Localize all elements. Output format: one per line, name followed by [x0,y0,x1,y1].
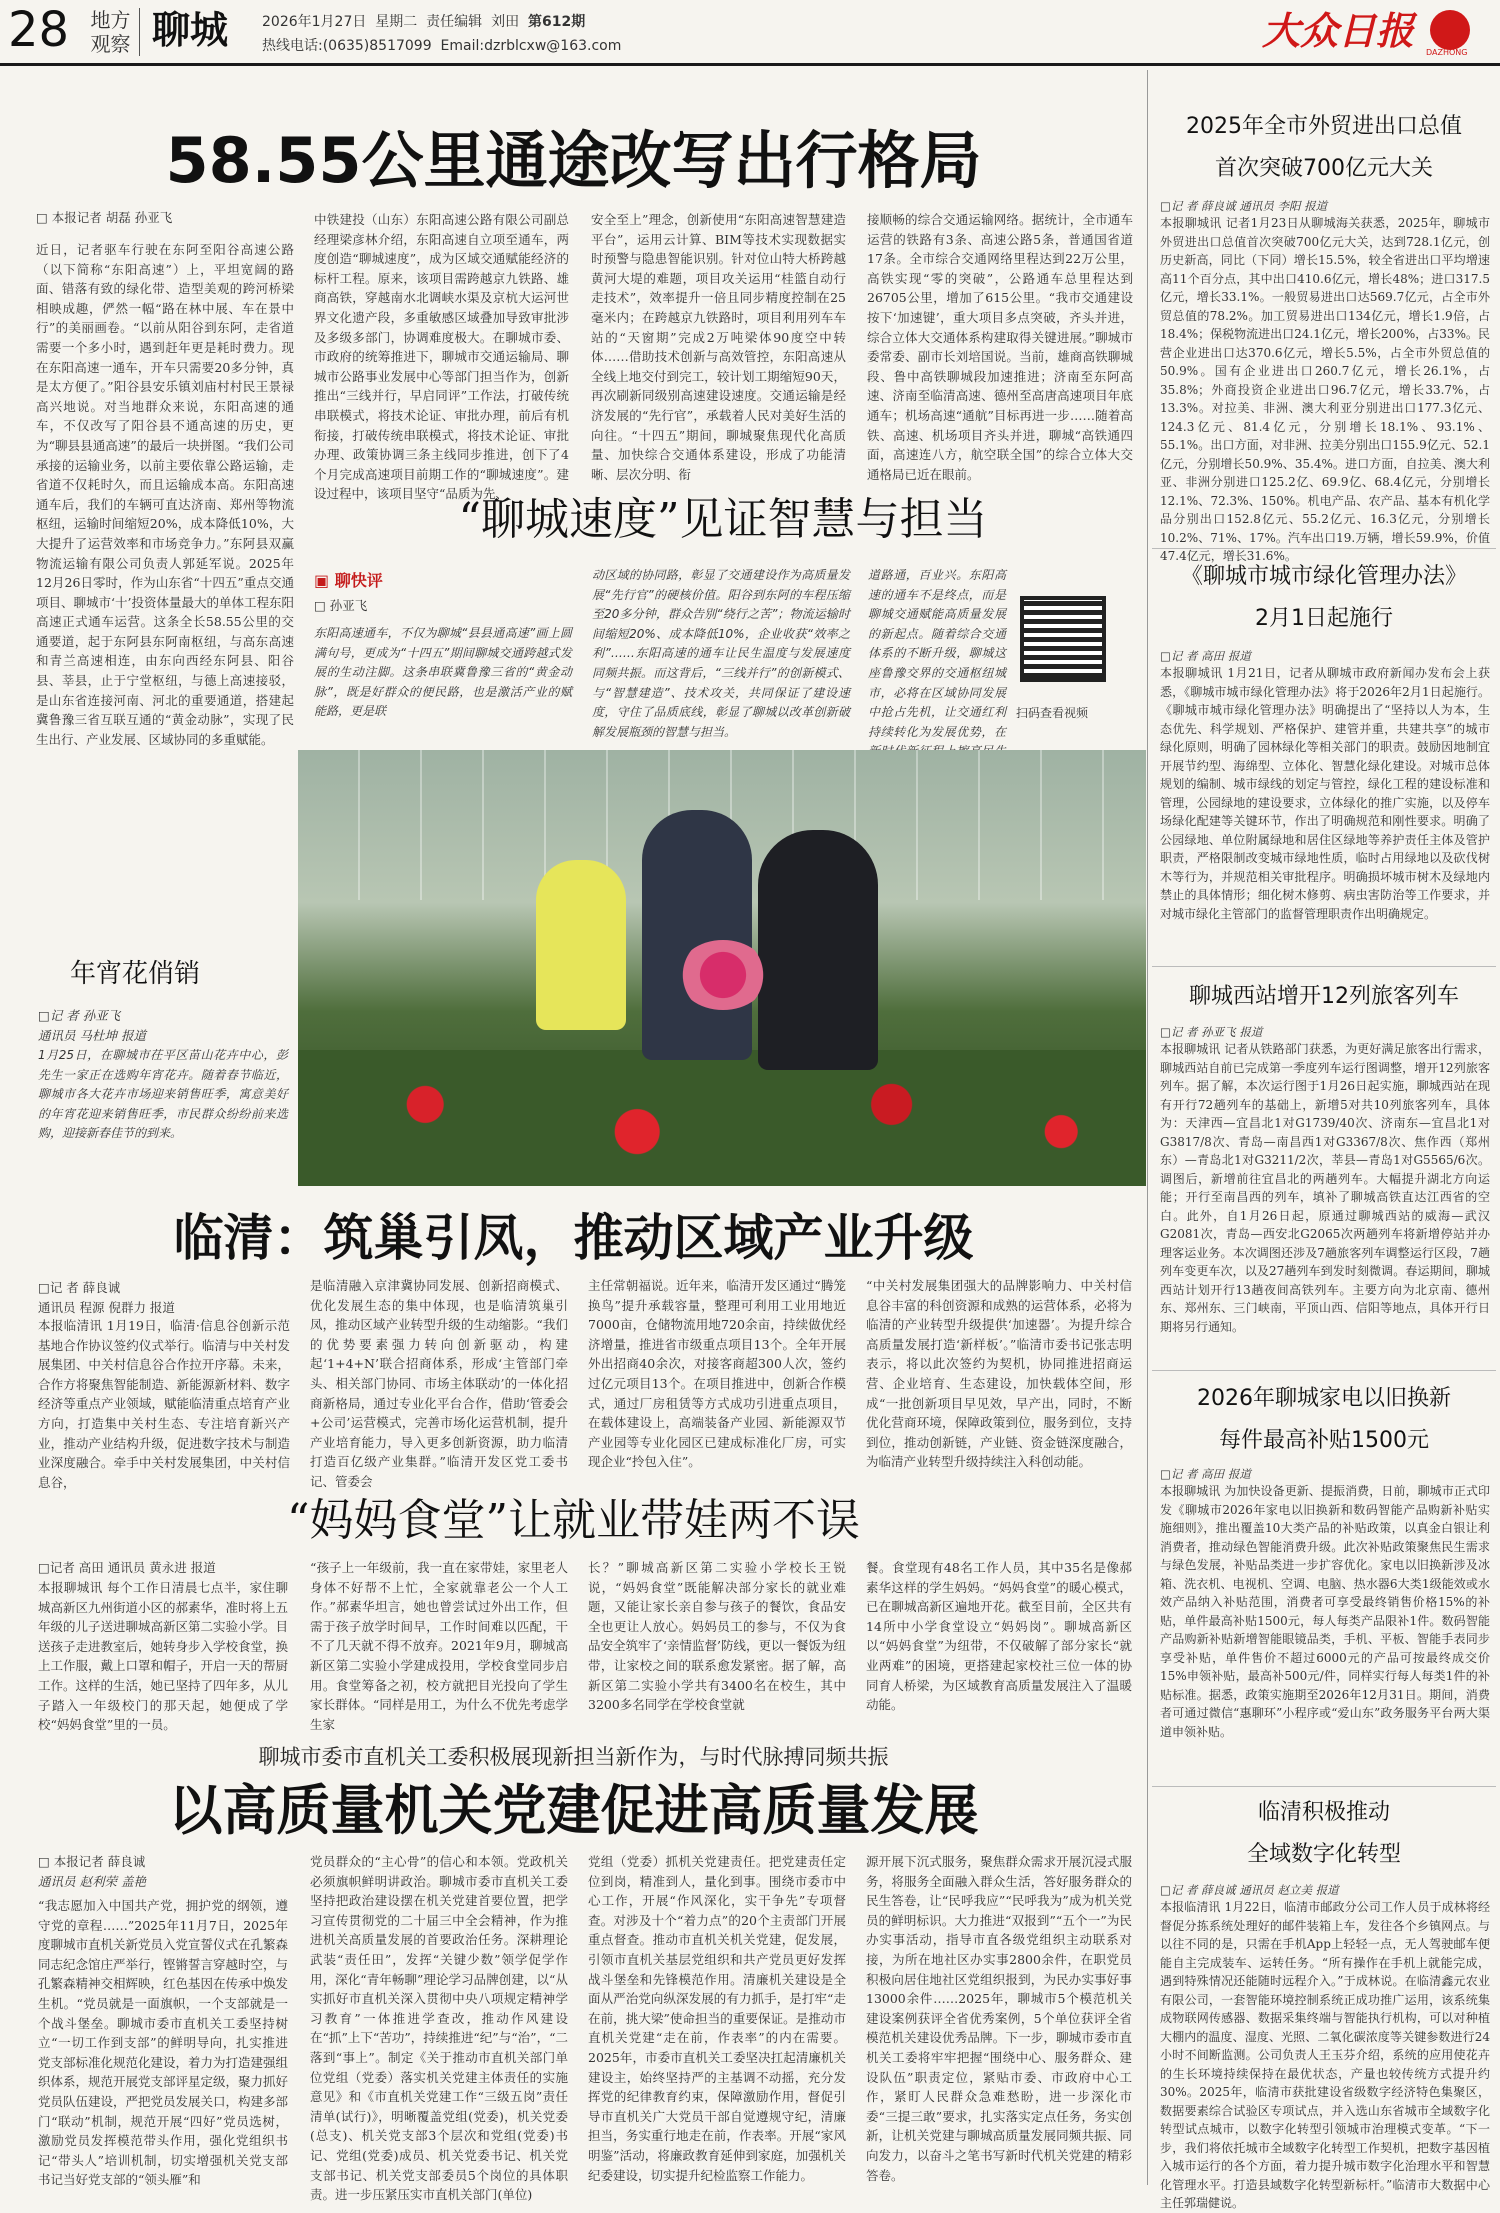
potted-flowers [678,940,768,1010]
a2-col2: 动区域的协同路，彰显了交通建设作为高质量发展“先行官”的硬核价值。阳谷到东阿的车程压缩至20多分钟，群众告别“绕行之苦”；物流运输时间缩短20%、成本降低10%，企业收获“效率之利”……东阳高速的通车让民生温度与发展速度同频共振。而这背后，“三线并行”的创新模式、与“智慧建造”、技术攻关，共同保证了建设速度，守住了品质底线，彰显了聊城以改革创新破解发展瓶颈的智慧与担当。 [592,568,850,739]
commentary-column-badge: ▣ 聊快评 [314,571,383,590]
flower-market-photo [298,750,1146,1186]
logo-emblem [1430,10,1470,50]
a4-title: 临清：筑巢引凤，推动区域产业升级 [173,1208,974,1267]
a3-byline: □记 者 孙亚飞 通讯员 马杜坤 报道 [38,1008,146,1043]
a6-col3: 党组（党委）抓机关党建责任。把党建责任定位到岗，精准到人，量化到事。围绕市委市中心工作，开展“作风深化，实干争先”专项督查。对涉及十个“着力点”的20个主责部门开展重点督查。推动市直机关机关党建，促发展，引领市直机关基层党组织和共产党员更好发挥战斗堡垒和先锋模范作用。清廉机关建设是全面从严治党向纵深发展的有力抓手，是打牢“走在前，挑大梁”使命担当的重要保证。是推动市直机关党建“走在前，作表率”的内在需要。2025年，市委市直机关工委坚决扛起清廉机关建设主，始终坚持严的主基调不动摇，充分发挥党的纪律教育约束，保障激励作用，督促引导市直机关广大党员干部自觉遵规守纪，清廉担当，务实重行地走在前，作表率。开展“家风明鉴”活动，将廉政教育延伸到家庭，加强机关纪委建设，切实提升纪检监察工作能力。 [588,1854,846,2183]
byline-box-icon: □ [1160,199,1171,213]
qr-caption: 扫码查看视频 [1016,706,1089,720]
a3-text: 1月25日，在聊城市茌平区苗山花卉中心，彭先生一家正在选购年宵花卉。随着春节临近，聊城市各大花卉市场迎来销售旺季，寓意美好的年宵花迎来销售旺季，市民群众纷纷前来选购，迎接新春佳节的到来。 [38,1048,288,1141]
byline-box-icon: □ [36,210,52,225]
weekday: 星期二 [375,14,418,30]
s5-byline: □记 者 薛良诚 通讯员 赵立美 报道 [1160,1883,1339,1897]
a4-col3: 主任常朝福说。近年来，临清开发区通过“腾笼换鸟”提升承载容量，整理可利用工业用地近7000亩，仓储物流用地720余亩，持续做优经济增量，推进省市级重点项目13个。全年开展外出招商40余次，对接客商超300人次，签约过亿元项目13个。在项目推进中，创新合作模式，通过厂房租赁等方式成功引进重点项目，在载体建设上，高端装备产业园、新能源双节产业园等专业化园区已建成标准化厂房，可实现企业“拎包入住”。 [588,1278,846,1470]
page-header [0,0,1500,66]
a2-title: “聊城速度”见证智慧与担当 [458,494,988,545]
logo-text: 大众日报 [1262,8,1415,53]
newspaper-logo [1262,6,1492,60]
qr-code[interactable] [1020,596,1106,682]
a5-col2: “孩子上一年级前，我一直在家带娃，家里老人身体不好帮不上忙，全家就靠老公一个人工作。”郝素华坦言，她也曾尝试过外出工作，但需于孩子放学时间早，工作时间难以匹配，干不了几天就不得不放弃。2021年9月，聊城高新区第二实验小学建成投用，学校食堂同步启用。食堂筹备之初，校方就把目光投向了学生家长群体。“同样是用工，为什么不优先考虑学生家 [310,1560,568,1732]
byline-box-icon: □ [38,1560,50,1575]
s2-text: 本报聊城讯 1月21日，记者从聊城市政府新闻办发布会上获悉，《聊城市城市绿化管理办法》将于2026年2月1日起施行。《聊城市城市绿化管理办法》明确提出了“坚持以人为本，生态优先、科学规划、严格保护、建管并重，共建共享”的城市绿化原则，明确了园林绿化等相关部门的职责。鼓励因地制宜开展节约型、海绵型、立体化、智慧化绿化建设。对城市总体规划的编制、城市绿线的划定与管控，绿化工程的建设标准和管理，公园绿地的建设要求，立体绿化的推广实施，以及停车场绿化配建等关键环节，作出了明确规范和刚性要求。明确了公园绿地、单位附属绿地和居住区绿地等养护责任主体及管护职责，严格限制改变城市绿地性质，临时占用绿地以及砍伐树木等行为，并规范相关审批程序。明确损坏城市树木及绿地内禁止的具体情形；细化树木修剪、病虫害防治等工作要求，并对城市绿化主管部门的监督管理职责作出明确规定。 [1160,666,1490,921]
byline-box-icon: □ [1160,1025,1171,1039]
a1-title: 58.55公里通途改写出行格局 [165,124,982,197]
s2-byline: □记 者 高田 报道 [1160,649,1251,663]
a1-col1: 近日，记者驱车行驶在东阿至阳谷高速公路（以下简称“东阳高速”）上，平坦宽阔的路面、错落有致的绿化带、造型美观的跨河桥梁相映成趣，俨然一幅“路在林中展、车在景中行”的美丽画卷。“以前从阳谷到东阿，走省道需要一个多小时，遇到赶年更是耗时费力。现在东阳高速一通车，开车只需要20多分钟，真是太方便了。”阳谷县安乐镇刘庙村村民王景禄高兴地说。对当地群众来说，东阳高速的通车，不仅改写了阳谷县不通高速的历史，更为“聊县县通高速”的最后一块拼图。“我们公司承接的运输业务，以前主要依靠公路运输，走省道不仅耗时久，而且运输成本高。东阳高速通车后，我们的车辆可直达济南、郑州等物流枢纽，运输时间缩短20%，成本降低10%，大大提升了运营效率和市场竞争力。”东阿县双赢物流运输有限公司负责人郭延军说。2025年12月26日零时，作为山东省“十四五”重点交通项目、聊城市‘十’投资体量最大的单体工程东阳高速正式通车运营。这条全长58.55公里的交通要道，起于东阿县东阿南枢纽，与高东高速和青兰高速相连，由东向西经东阿县、阳谷县、莘县，止于宁堂枢纽，与德上高速接驳，是山东省连接河南、河北的重要通道，搭建起冀鲁豫三省互联互通的“黄金动脉”，实现了民生出行、产业发展、区域协同的多重赋能。 [36,242,294,747]
a5-col3: 长？”聊城高新区第二实验小学校长王锐说，“妈妈食堂”既能解决部分家长的就业难题，又能让家长亲自参与孩子的餐饮，食品安全也更让人放心。妈妈员工的参与，不仅为食品安全筑牢了‘亲情监督’防线，更以一餐饭为纽带，让家校之间的联系愈发紧密。据了解，高新区第二实验小学共有3400名在校生，其中3200多名同学在学校食堂就 [588,1560,846,1713]
a5-byline: □记者 高田 通讯员 黄永进 报道 [38,1560,216,1575]
a1-col4: 接顺畅的综合交通运输网络。据统计，全市通车运营的铁路有3条、高速公路5条，普通国省道17条。全市综合交通网络里程达到22万公里，高铁实现“零的突破”，公路通车总里程达到26705公里，增加了615公里。“我市交通建设按下‘加速键’，重大项目多点突破，齐头并进，综合立体大交通体系构建取得关键进展。”聊城市委常委、副市长刘培国说。当前，雄商高铁聊城段、鲁中高铁聊城段加速推进；济南至东阿高速、济南至临清高速、德州至高唐高速项目年底通车；机场高速“通航”目标再进一步……随着高铁、高速、机场项目齐头并进，聊城“高铁通四面，高速连八方，航空联全国”的综合立体大交通格局已近在眼前。 [867,212,1133,482]
a5-title: “妈妈食堂”让就业带娃两不误 [287,1495,860,1546]
s5-title: 临清积极推动 全域数字化转型 [1246,1800,1401,1867]
editor: 刘田 [491,14,520,30]
header-info [262,10,621,58]
s4-title: 2026年聊城家电以旧换新 每件最高补贴1500元 [1197,1386,1451,1453]
byline-box-icon: □ [1160,649,1171,663]
a5-col1: 本报聊城讯 每个工作日清晨七点半，家住聊城高新区九州街道小区的郝素华，准时将上五年级的儿子送进聊城高新区第二实验小学。目送孩子走进教室后，她转身步入学校食堂，换上工作服，戴上口罩和帽子，开启一天的帮厨工作。这样的生活，她已坚持了四年多，从儿子踏入一年级校门的那天起，她便成了学校“妈妈食堂”里的一员。 [38,1580,289,1733]
a4-col2: 是临清融入京津冀协同发展、创新招商模式、优化发展生态的集中体现，也是临清筑巢引凤，推动区域产业转型升级的生动缩影。“我们的优势要素强力转向创新驱动，构建起‘1+4+N’联合招商体系，形成‘主管部门牵头、相关部门协同、市场主体联动’的一体化招商新格局，通过专业化平台合作，借助‘管委会+公司’运营模式，完善市场化运营机制，提升产业培育能力，导入更多创新资源，助力临清打造百亿级产业集群。”临清开发区党工委书记、管委会 [310,1278,568,1489]
a6-col2: 党员群众的“主心骨”的信心和本领。党政机关必须旗帜鲜明讲政治。聊城市委市直机关工委坚持把政治建设摆在机关党建首要位置，把学习宣传贯彻党的二十届三中全会精神，作为推进机关高质量发展的首要政治任务。深耕理论武装“责任田”，发挥“关键少数”领学促学作用，深化“青年畅聊”理论学习品牌创建，以“从实抓好市直机关深入贯彻中央八项规定精神学习教育”一体推进学查改，推动作风建设在“抓”上下“苦功”，持续推进“纪”与“治”，“二落到“事上”。制定《关于推动市直机关部门单位党组（党委）落实机关党建主体责任的实施意见》和《市直机关党建工作“三级五岗”责任清单(试行)》，明晰覆盖党组(党委)，机关党委(总支)、机关党支部3个层次和党组(党委)书记、党组(党委)成员、机关党委书记、机关党支部书记、机关党支部委员5个岗位的具体职责。进一步压紧压实市直机关部门(单位) [310,1854,568,2203]
hotline: 热线电话:(0635)8517099 [262,38,432,54]
woman-figure [758,830,878,1070]
s3-text: 本报聊城讯 记者从铁路部门获悉，为更好满足旅客出行需求，聊城西站自前已完成第一季度列车运行图调整，增开12列旅客列车。据了解，本次运行图于1月26日起实施，聊城西站在现有开行72趟列车的基础上，新增5对共10列旅客列车，具体为：天津西—宜昌北1对G1739/40次、济南东—宜昌北1对G3817/8次、青岛—南昌西1对G3367/8次、焦作西（郑州东）—青岛北1对G3211/2次，莘县—青岛1对G5565/6次。调图后，新增前往宜昌北的两趟列车。大幅提升湖北方向运能；开行至南昌西的列车，填补了聊城高铁直达江西省的空白。此外，自1月26日起，原通过聊城西站的威海—武汉G2081次，青岛—西安北G2065次两趟列车将新增停站并办理客运业务。本次调图还涉及7趟旅客列车调整运行区段，7趟列车变更车次，以及27趟列车到发时刻微调。春运期间，聊城西站计划开行13趟夜间高铁列车。主要方向为北京南、德州东、郑州东、三门峡南，平顶山西、信阳等地点，具体开行日期将另行通知。 [1160,1042,1490,1334]
a1-col2: 中铁建投（山东）东阳高速公路有限公司副总经理梁彦林介绍，东阳高速自立项至通车，两度创造“聊城速度”，成为区域交通赋能经济的标杆工程。原来，该项目需跨越京九铁路、雄商高铁，穿越南水北调峡水渠及京杭大运河世界文化遗产段，多重敏感区域叠加导致审批涉及多级多部门，协调难度极大。在聊城市委、市政府的统筹推进下，聊城市交通运输局、聊城市公路事业发展中心等部门担当作为，创新推出“三线并行，早启同评”工作法，打破传统串联模式，将技术论证、审批办理，前后有机衔接，打破传统串联模式，将技术论证、审批办理、政策协调三条主线同步推进，创下了4个月完成高速项目前期工作的“聊城速度”。建设过程中，该项目坚守“品质为先、 [314,212,569,502]
page-number: 28 [8,2,70,58]
email[interactable]: Email:dzrblcxw@163.com [440,38,622,54]
a6-title: 以高质量机关党建促进高质量发展 [168,1779,979,1842]
s1-title: 2025年全市外贸进出口总值 首次突破700亿元大关 [1186,114,1462,181]
byline-box-icon: □ [38,1280,50,1295]
byline-box-icon: □ [1160,1467,1171,1481]
s1-text: 本报聊城讯 记者1月23日从聊城海关获悉，2025年，聊城市外贸进出口总值首次突破700亿元大关，达到728.1亿元，创历史新高，同比（下同）增长15.5%，较全省进出口平均增速高11个百分点，其中出口410.6亿元，增长48%；进口317.5亿元，增长33.1%。一般贸易进出口达569.7亿元，占全市外贸总值的78.2%。加工贸易进出口134亿元，增长1.9倍，占18.4%；保税物流进出口24.1亿元，增长200%，占33%。民营企业进出口达370.6亿元，增长5.5%，占全市外贸总值的50.9%。国有企业进出口260.7亿元，增长26.1%，占35.8%；外商投资企业进出口96.7亿元，增长33.7%，占13.3%。对拉美、非洲、澳大利亚分别进出口177.3亿元、124.3亿元、81.4亿元，分别增长18.1%、93.1%、55.1%。出口方面，对非洲、拉美分别出口155.9亿元、52.1亿元，分别增长50.9%、35.4%。进口方面，自拉美、澳大利亚、非洲分别进口125.2亿、69.9亿、68.4亿元，分别增长12.1%、72.3%、150%。机电产品、农产品、基本有机化学品分别出口152.8亿元、55.2亿元、16.3亿元，分别增长10.2%、71%、17%。汽车出口19.万辆，增长59.9%，价值47.4亿元，增长31.6%。 [1160,216,1490,563]
a6-col4: 源开展下沉式服务，聚焦群众需求开展沉浸式服务，将服务全面融入群众生活，答好服务群众的民生答卷，让“民呼我应”“民呼我为”成为机关党员的鲜明标识。大力推进“双报到”“五个一”为民办实事活动，指导市直各级党组织主动联系对接，为所在地社区办实事2800余件，在职党员积极向居住地社区党组织报到，为民办实事好事13000余件……2025年，聊城市5个模范机关建设案例获评全省优秀案例，5个单位获评全省模范机关建设优秀品牌。下一步，聊城市委市直机关工委将牢牢把握“围绕中心、服务群众、建设队伍”职责定位，紧贴市委、市政府中心工作，紧盯人民群众急难愁盼，进一步深化市委“三提三敢”要求，扎实落实定点任务，务实创新，让机关党建与聊城高质量发展同频共振、同向发力，以奋斗之笔书写新时代机关党建的精彩答卷。 [866,1854,1132,2183]
child-figure [536,860,626,1030]
s5-text: 本报临清讯 1月22日，临清市邮政分公司工作人员于成林将经督促分拣系统处理好的邮件装箱上车，发往各个乡镇网点。与以往不同的是，只需在手机App上轻轻一点，无人驾驶邮车便能自主完成装车、运转任务。“所有操作在手机上就能完成，遇到特殊情况还能随时远程介入。”于成林说。在临清鑫元农业有限公司，一套智能环境控制系统正成功推广运用，该系统集成物联网传感器、数据采集终端与智能执行机构，可以对种植大棚内的温度、湿度、光照、二氧化碳浓度等关键参数进行24小时不间断监测。公司负责人王玉芬介绍，系统的应用使花卉的生长环境持续保持在最优状态，产量也较传统方式提升约30%。2025年，临清市获批建设省级数字经济特色集聚区，数据要素综合试验区专项试点，并入选山东省城市全域数字化转型试点城市，以数字化转型引领城市治理模式变革。“下一步，我们将依托城市全域数字化转型工作契机，把数字基因植入城市运行的各个方面，着力提升城市数字化治理水平和智慧化管理水平。打造县域数字化转型新标杆。”临清市大数据中心主任郭瑞健说。 [1160,1900,1490,2210]
a6-kicker: 聊城市委市直机关工委积极展现新担当新作为，与时代脉搏同频共振 [258,1745,889,1769]
logo-sub: DAZHONG [1426,48,1468,57]
a1-byline: □ 本报记者 胡磊 孙亚飞 [36,210,173,225]
a2-col3: 道路通，百业兴。东阳高速的通车不是终点，而是聊城交通赋能高质量发展的新起点。随着综合交通体系的不断升级，聊城这座鲁豫交界的交通枢纽城市，必将在区域协同发展中抢占先机，让交通红利持续转化为发展优势，在 [868,568,1006,739]
sidebar-divider [1152,1786,1496,1787]
sidebar-divider [1152,548,1496,549]
red-flowers [298,1050,1146,1186]
s4-text: 本报聊城讯 为加快设备更新、提振消费，日前，聊城市正式印发《聊城市2026年家电以旧换新和数码智能产品购新补贴实施细则》，推出覆盖10大类产品的补贴政策，以真金白银让利消费者，推动绿色智能消费升级。此次补贴政策聚焦民生需求与绿色发展，补贴品类进一步扩容优化。家电以旧换新涉及冰箱、洗衣机、电视机、空调、电脑、热水器6大类1级能效或水效产品纳入补贴范围，消费者可享受最终销售价格15%的补贴，单件最高补贴1500元，每人每类产品限补1件。数码智能产品购新补贴新增智能眼镜品类，手机、平板、智能手表同步享受补贴，单件售价不超过6000元的产品可按最终成交价15%申领补贴，最高补500元/件，同样实行每人每类1件的补贴标准。据悉，政策实施期至2026年12月31日。期间，消费者可通过微信“惠聊环”小程序或“爱山东”政务服务平台两大渠道申领补贴。 [1160,1484,1490,1739]
s2-title: 《聊城市城市绿化管理办法》 2月1日起施行 [1180,564,1467,631]
s3-byline: □记 者 孙亚飞 报道 [1160,1025,1263,1039]
section-label: 地方 观察 [82,8,140,56]
sidebar-divider [1152,1370,1496,1371]
byline-box-icon: □ [38,1008,50,1023]
byline-box-icon: □ [314,598,330,613]
a4-col4: “中关村发展集团强大的品牌影响力、中关村信息谷丰富的科创资源和成熟的运营体系，必将为临清的产业转型升级提供‘加速器’。为提升综合高质量发展打造‘新样板’。”临清市委书记张志明表示，将以此次签约为契机，协同推进招商运营、企业培育、生态建设，加快载体空间，形成“一批创新项目早见效，早产出，同时，不断优化营商环境，保障政策到位，服务到位，支持到位，推动创新链，产业链、资金链深度融合，为临清产业转型升级持续注入科创动能。 [866,1278,1132,1470]
a4-col1: 本报临清讯 1月19日，临清·信息谷创新示范基地合作协议签约仪式举行。临清与中关村发展集团、中关村信息谷合作拉开序幕。未来，合作方将聚焦智能制造、新能源新材料、数字经济等重点产业领域，赋能临清重点培育产业方向，打造集中关村生态、专注培育新兴产业，推动产业结构升级，促进数字技术与制造业深度融合。牵手中关村发展集团，中关村信息谷， [38,1318,290,1490]
sidebar-divider [1152,966,1496,967]
a2-author: □ 孙亚飞 [314,598,368,613]
s4-byline: □记 者 高田 报道 [1160,1467,1251,1481]
a3-title: 年宵花俏销 [70,959,201,989]
byline-box-icon: □ [1160,1883,1171,1897]
a2-col1: 东阳高速通车，不仅为聊城“县县通高速”画上圆满句号，更成为“十四五”期间聊城交通跨越式发展的生动注脚。这条串联冀鲁豫三省的“黄金动脉”，既是好群众的便民路，也是激活产业的赋能路，更是联 [314,626,572,719]
megaphone-icon: ▣ [314,571,335,590]
a6-col1: “我志愿加入中国共产党，拥护党的纲领，遵守党的章程……”2025年11月7日，2025年度聊城市直机关新党员入党宣誓仪式在孔繁森同志纪念馆庄严举行，铿锵誓言穿越时空，与孔繁森精神交相辉映，红色基因在传承中焕发生机。“党员就是一面旗帜，一个支部就是一个战斗堡垒。聊城市委市直机关工委坚持树立“一切工作到支部”的鲜明导向，扎实推进党支部标准化规范化建设，着力为打造建强组织体系，规范开展党支部评星定级，聚力抓好党员队伍建设，严把党员发展关口，构建多部门“联动”机制，规范开展“四好”党员选树，激励党员发挥模范带头作用，强化党组织书记“带头人”培训机制，切实增强机关党支部书记当好党支部的“领头雁”和 [38,1898,289,2188]
editor-label: 责任编辑 [426,14,483,30]
a4-byline: □记 者 薛良诚 通讯员 程源 倪群力 报道 [38,1280,175,1315]
column-divider [1147,70,1148,2185]
city-name: 聊城 [152,8,229,52]
a6-byline: □ 本报记者 薛良诚 通讯员 赵利荣 盖艳 [38,1854,146,1889]
issue-date: 2026年1月27日 [262,14,367,30]
s3-title: 聊城西站增开12列旅客列车 [1189,984,1459,1009]
issue-number: 第612期 [527,14,586,30]
s1-byline: □记 者 薛良诚 通讯员 李阳 报道 [1160,199,1328,213]
a1-col3: 安全至上”理念，创新使用“东阳高速智慧建造平台”，运用云计算、BIM等技术实现数据实时预警与隐患智能识别。针对位山特大桥跨越黄河大堤的难题，项目攻关运用“桂篮自动行走技术”，效率提升一倍且同步精度控制在25毫米内；在跨越京九铁路时，项目利用列车车站的“天窗期”完成2万吨梁体90度空中转体……借助技术创新与高效管控，东阳高速从全线上地交付到完工，较计划工期缩短90天，再次刷新同级别高速建设速度。交通运输是经济发展的“先行官”，承载着人民对美好生活的向往。“十四五”期间，聊城聚焦现代化高质量、加快综合交通体系建设，形成了功能清晰、层次分明、衔 [591,212,846,482]
man-figure [642,810,752,1060]
byline-box-icon: □ [38,1854,54,1869]
a5-col4: 餐。食堂现有48名工作人员，其中35名是像郝素华这样的学生妈妈。“妈妈食堂”的暖心模式，已在聊城高新区遍地开花。截至目前，全区共有14所中小学食堂设立“妈妈岗”。聊城高新区以“妈妈食堂”为纽带，不仅破解了部分家长“就业两难”的困境，更搭建起家校社三位一体的协同育人桥梁，为区域教育高质量发展注入了温暖动能。 [866,1560,1132,1713]
